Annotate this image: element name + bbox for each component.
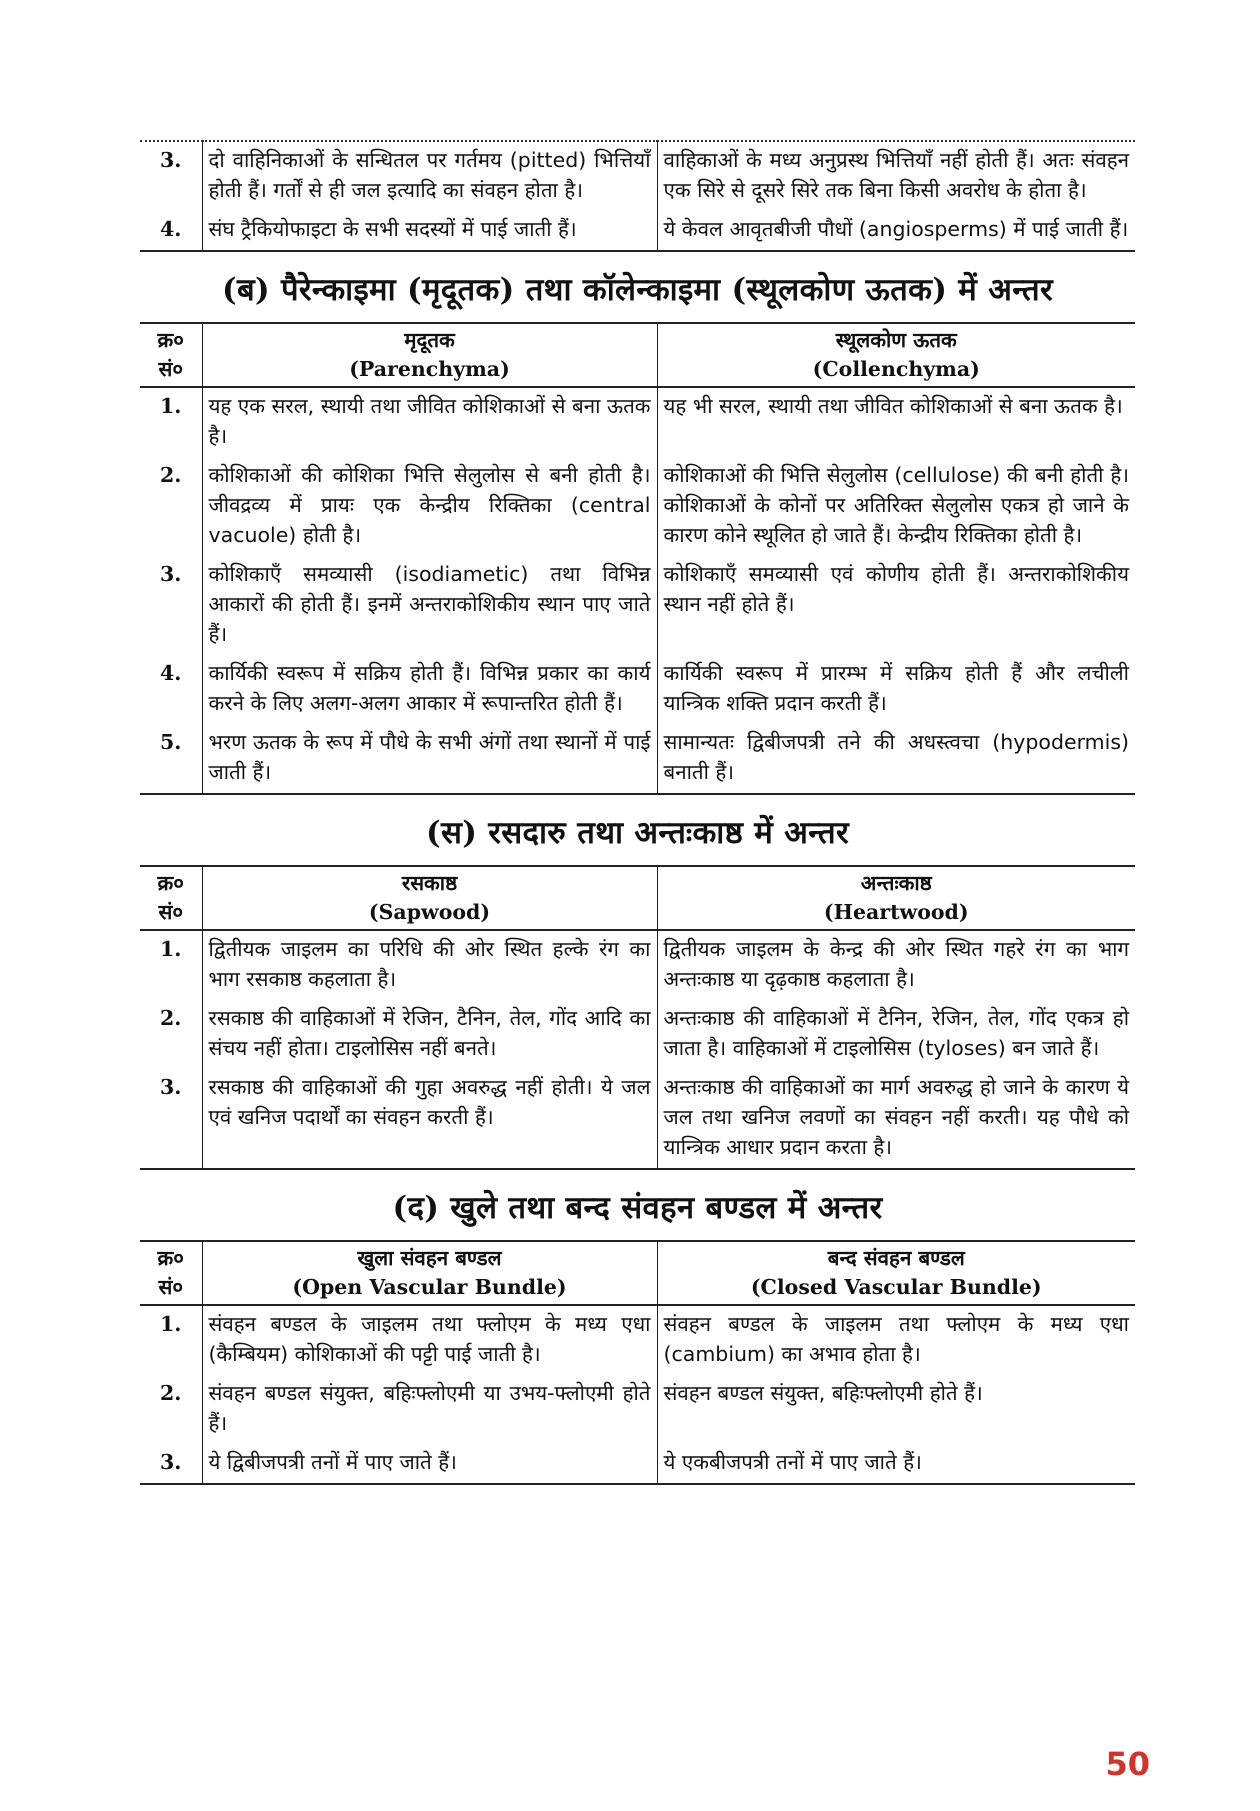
left-cell: दो वाहिनिकाओं के सन्धितल पर गर्तमय (pitted) भित्तियाँ होती हैं। गर्तों से ही जल इत्यादि का संवहन होता है। [202, 141, 657, 211]
table-row [140, 724, 1135, 794]
table-row [140, 211, 1135, 251]
section-c-title: (स) रसदारु तथा अन्तःकाष्ठ में अन्तर [425, 815, 849, 851]
row-number: 3. [140, 1444, 202, 1484]
table-row [140, 387, 1135, 457]
row-number: 3. [160, 562, 182, 586]
left-cell: कोशिकाओं की कोशिका भित्ति सेलुलोस से बनी होती है। जीवद्रव्य में प्रायः एक केन्द्रीय रिक्तिका (central vacuole) होती है। [202, 457, 657, 556]
header-right-hindi: स्थूलकोण ऊतक [835, 328, 957, 352]
header-serial [140, 1241, 202, 1305]
section-d-title: (द) खुले तथा बन्द संवहन बण्डल में अन्तर [392, 1190, 883, 1226]
header-right-hindi: अन्तःकाष्ठ [860, 871, 932, 895]
row-number: 2. [160, 463, 182, 487]
header-serial-line1: क्र० [157, 1246, 184, 1270]
table-header-row [140, 1241, 1135, 1305]
right-cell: यह भी सरल, स्थायी तथा जीवित कोशिकाओं से बना ऊतक है। [663, 394, 1123, 418]
right-cell: ये केवल आवृतबीजी पौधों (angiosperms) में पाई जाती हैं। [657, 211, 1135, 251]
section-b-title: (ब) पैरेन्काइमा (मृदूतक) तथा कॉलेन्काइमा (स्थूलकोण ऊतक) में अन्तर [221, 272, 1054, 308]
header-left-english: (Sapwood) [368, 900, 491, 924]
table-d-vascular-bundle [140, 1240, 1135, 1485]
table-row [140, 1069, 1135, 1169]
table-row [140, 457, 1135, 556]
table-c-sapwood-heartwood [140, 865, 1135, 1170]
right-cell: सामान्यतः द्विबीजपत्री तने की अधस्त्वचा (hypodermis) बनाती हैं। [657, 724, 1135, 794]
left-cell: यह एक सरल, स्थायी तथा जीवित कोशिकाओं से बना ऊतक है। [202, 387, 657, 457]
left-cell: द्वितीयक जाइलम का परिधि की ओर स्थित हल्के रंग का भाग रसकाष्ठ कहलाता है। [202, 930, 657, 1000]
row-number: 4. [160, 661, 182, 685]
left-cell: रसकाष्ठ की वाहिकाओं में रेजिन, टैनिन, तेल, गोंद आदि का संचय नहीं होता। टाइलोसिस नहीं बनते। [202, 1000, 657, 1069]
table-row [140, 1000, 1135, 1069]
header-left [202, 1241, 657, 1305]
table-row [140, 1305, 1135, 1375]
row-number: 2. [160, 1381, 182, 1405]
table-row [140, 655, 1135, 724]
left-cell: संघ ट्रैकियोफाइटा के सभी सदस्यों में पाई जाती हैं। [202, 211, 657, 251]
left-cell: कोशिकाएँ समव्यासी (isodiametic) तथा विभिन्न आकारों की होती हैं। इनमें अन्तराकोशिकीय स्थान पाए जाते हैं। [202, 556, 657, 655]
header-serial-line2: सं० [158, 357, 184, 381]
row-number: 3. [160, 148, 182, 172]
header-right [657, 323, 1135, 387]
table-row [140, 930, 1135, 1000]
header-left-english: (Parenchyma) [349, 357, 510, 381]
header-serial [140, 866, 202, 930]
header-left-english: (Open Vascular Bundle) [292, 1275, 567, 1299]
left-cell: कार्यिकी स्वरूप में सक्रिय होती हैं। विभिन्न प्रकार का कार्य करने के लिए अलग-अलग आकार में रूपान्तरित होती हैं। [202, 655, 657, 724]
right-cell: संवहन बण्डल संयुक्त, बहिःफ्लोएमी होते हैं। [663, 1381, 983, 1405]
row-number: 1. [160, 937, 182, 961]
header-right [657, 1241, 1135, 1305]
header-serial-line1: क्र० [157, 871, 184, 895]
table-row [140, 1444, 1135, 1484]
header-right-english: (Collenchyma) [812, 357, 980, 381]
header-serial-line2: सं० [158, 900, 184, 924]
right-cell: संवहन बण्डल के जाइलम तथा फ्लोएम के मध्य एधा (cambium) का अभाव होता है। [663, 1312, 1129, 1366]
left-cell: संवहन बण्डल संयुक्त, बहिःफ्लोएमी या उभय-फ्लोएमी होते हैं। [202, 1375, 657, 1444]
header-right-hindi: बन्द संवहन बण्डल [827, 1246, 965, 1270]
row-number: 3. [140, 1069, 202, 1169]
header-right-english: (Heartwood) [823, 900, 969, 924]
table-row [140, 1375, 1135, 1444]
right-cell: वाहिकाओं के मध्य अनुप्रस्थ भित्तियाँ नहीं होती हैं। अतः संवहन एक सिरे से दूसरे सिरे तक बिना किसी अवरोध के होता है। [663, 148, 1129, 202]
right-cell: ये एकबीजपत्री तनों में पाए जाते हैं। [657, 1444, 1135, 1484]
left-cell: रसकाष्ठ की वाहिकाओं की गुहा अवरुद्ध नहीं होती। ये जल एवं खनिज पदार्थों का संवहन करती हैं। [202, 1069, 657, 1169]
header-serial-line1: क्र० [157, 328, 184, 352]
header-left-hindi: खुला संवहन बण्डल [357, 1246, 502, 1270]
right-cell: द्वितीयक जाइलम के केन्द्र की ओर स्थित गहरे रंग का भाग अन्तःकाष्ठ या दृढ़काष्ठ कहलाता है। [663, 937, 1129, 991]
row-number: 2. [160, 1006, 182, 1030]
left-cell: ये द्विबीजपत्री तनों में पाए जाते हैं। [202, 1444, 657, 1484]
row-number: 4. [140, 211, 202, 251]
table-a-continuation [140, 140, 1135, 252]
table-row [140, 141, 1135, 211]
header-left [202, 323, 657, 387]
row-number: 1. [160, 394, 182, 418]
header-right [657, 866, 1135, 930]
right-cell: कार्यिकी स्वरूप में प्रारम्भ में सक्रिय होती हैं और लचीली यान्त्रिक शक्ति प्रदान करती हैं। [663, 661, 1129, 715]
right-cell: अन्तःकाष्ठ की वाहिकाओं में टैनिन, रेजिन, तेल, गोंद एकत्र हो जाता है। वाहिकाओं में टाइलोसिस (tyloses) बन जाते हैं। [663, 1006, 1129, 1060]
table-header-row [140, 866, 1135, 930]
header-left-hindi: मृदूतक [404, 328, 455, 352]
left-cell: संवहन बण्डल के जाइलम तथा फ्लोएम के मध्य एधा (कैम्बियम) कोशिकाओं की पट्टी पाई जाती है। [202, 1305, 657, 1375]
row-number: 5. [140, 724, 202, 794]
header-right-english: (Closed Vascular Bundle) [750, 1275, 1042, 1299]
header-left-hindi: रसकाष्ठ [401, 871, 458, 895]
right-cell: अन्तःकाष्ठ की वाहिकाओं का मार्ग अवरुद्ध हो जाने के कारण ये जल तथा खनिज लवणों का संवहन नहीं करती। यह पौधे को यान्त्रिक आधार प्रदान करता है। [657, 1069, 1135, 1169]
row-number: 1. [160, 1312, 182, 1336]
header-serial-line2: सं० [158, 1275, 184, 1299]
page-number: 50 [1105, 1745, 1150, 1783]
table-b-parenchyma-collenchyma [140, 322, 1135, 795]
right-cell: कोशिकाओं की भित्ति सेलुलोस (cellulose) की बनी होती है। कोशिकाओं के कोनों पर अतिरिक्त सेलुलोस एकत्र हो जाने के कारण कोने स्थूलित हो जाते हैं। केन्द्रीय रिक्तिका होती है। [663, 463, 1129, 547]
header-left [202, 866, 657, 930]
table-row [140, 556, 1135, 655]
left-cell: भरण ऊतक के रूप में पौधे के सभी अंगों तथा स्थानों में पाई जाती हैं। [202, 724, 657, 794]
table-header-row [140, 323, 1135, 387]
right-cell: कोशिकाएँ समव्यासी एवं कोणीय होती हैं। अन्तराकोशिकीय स्थान नहीं होते हैं। [663, 562, 1129, 616]
header-serial [140, 323, 202, 387]
page-content [140, 140, 1135, 1485]
